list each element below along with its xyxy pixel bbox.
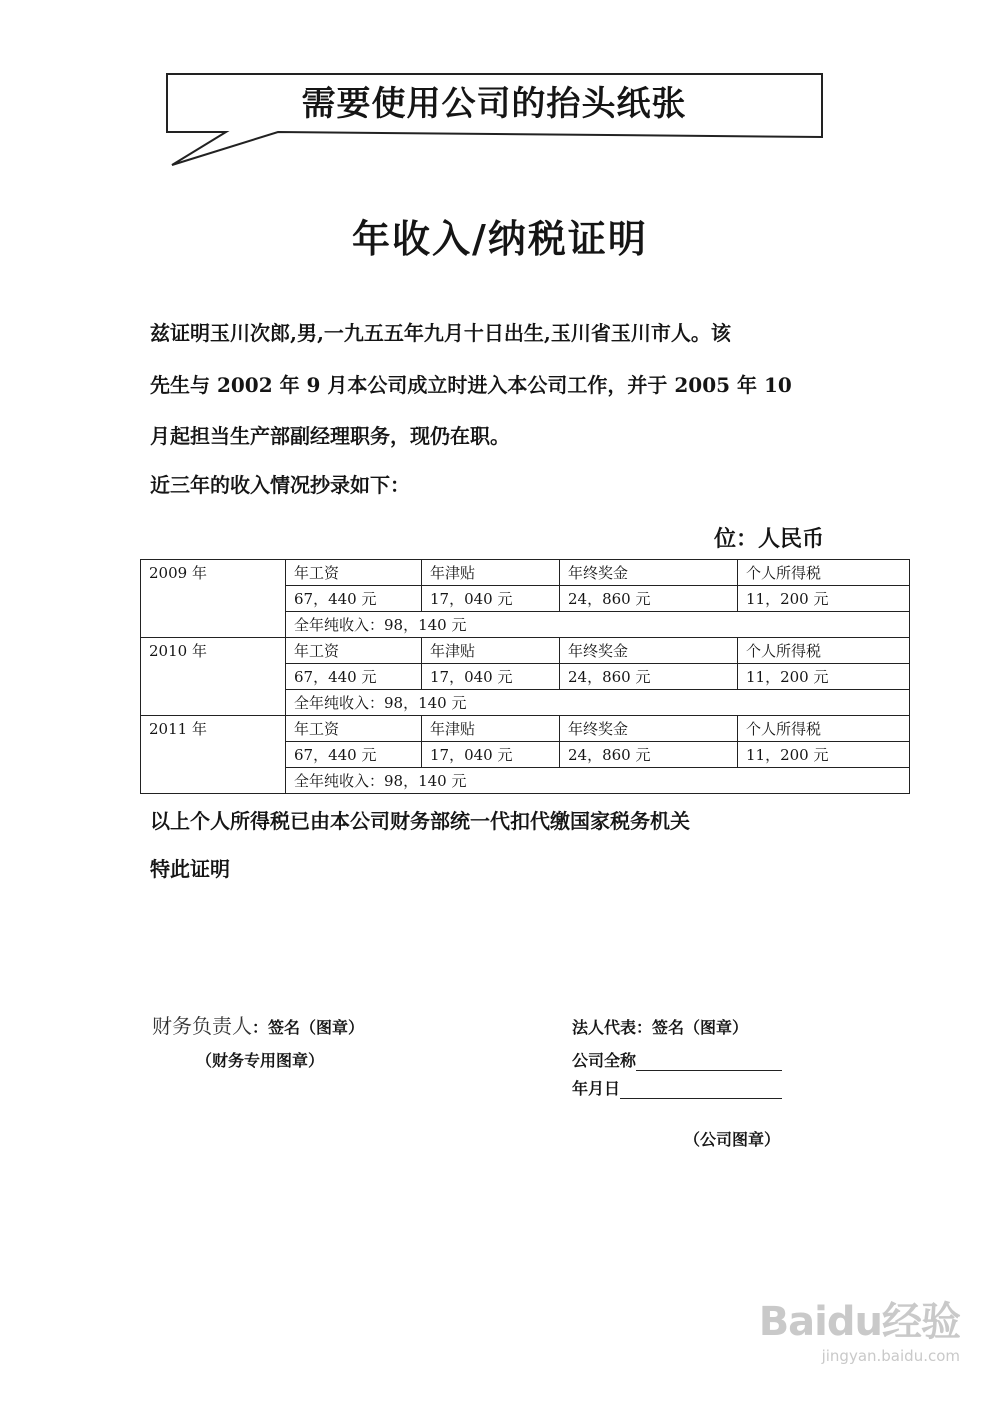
header-allowance: 年津贴: [422, 638, 560, 664]
header-bonus: 年终奖金: [560, 560, 738, 586]
watermark-logo: Baidu经验: [758, 1299, 960, 1345]
header-salary: 年工资: [286, 716, 422, 742]
watermark: [759, 1290, 960, 1365]
finance-signature: [152, 1010, 364, 1039]
watermark-url: jingyan.baidu.com: [821, 1347, 960, 1365]
company-name-label: 公司全称: [572, 1051, 637, 1070]
certify-text: 特此证明: [150, 857, 230, 881]
intro-line-3: 月起担当生产部副经理职务，现仍在职。: [150, 424, 510, 448]
value-salary: 67，440 元: [286, 742, 422, 768]
finance-sign-label: ：签名（图章）: [252, 1018, 365, 1037]
tax-statement: 以上个人所得税已由本公司财务部统一代扣代缴国家税务机关: [150, 809, 690, 833]
header-tax: 个人所得税: [738, 638, 910, 664]
value-tax: 11，200 元: [738, 586, 910, 612]
table-row: [141, 560, 910, 586]
header-bonus: 年终奖金: [560, 716, 738, 742]
year-cell: 2010 年: [141, 638, 286, 716]
value-bonus: 24，860 元: [560, 664, 738, 690]
header-tax: 个人所得税: [738, 560, 910, 586]
value-tax: 11，200 元: [738, 742, 910, 768]
document-title: 年收入/纳税证明: [352, 217, 648, 261]
value-tax: 11，200 元: [738, 664, 910, 690]
finance-head-label: 财务负责人: [152, 1014, 252, 1038]
net-income: 全年纯收入：98，140 元: [286, 690, 910, 716]
company-name-blank: [636, 1053, 782, 1071]
value-salary: 67，440 元: [286, 664, 422, 690]
header-allowance: 年津贴: [422, 716, 560, 742]
date-label: 年月日: [572, 1079, 621, 1098]
year-cell: 2011 年: [141, 716, 286, 794]
intro-line-2: 先生与 2002 年 9 月本公司成立时进入本公司工作，并于 2005 年 10: [150, 373, 792, 397]
income-table: [140, 559, 910, 794]
finance-seal-label: （财务专用图章）: [196, 1051, 325, 1070]
company-seal-label: （公司图章）: [684, 1130, 781, 1149]
net-income: 全年纯收入：98，140 元: [286, 768, 910, 794]
currency-label: 位：人民币: [713, 526, 824, 552]
header-allowance: 年津贴: [422, 560, 560, 586]
legal-rep-label: 法人代表：签名（图章）: [572, 1018, 749, 1037]
header-bonus: 年终奖金: [560, 638, 738, 664]
table-row: [141, 716, 910, 742]
value-allowance: 17，040 元: [422, 586, 560, 612]
income-intro: 近三年的收入情况抄录如下：: [150, 473, 410, 497]
value-bonus: 24，860 元: [560, 742, 738, 768]
header-tax: 个人所得税: [738, 716, 910, 742]
year-cell: 2009 年: [141, 560, 286, 638]
net-income: 全年纯收入：98，140 元: [286, 612, 910, 638]
date-field: [572, 1076, 782, 1099]
value-salary: 67，440 元: [286, 586, 422, 612]
date-blank: [620, 1081, 782, 1099]
header-salary: 年工资: [286, 560, 422, 586]
value-bonus: 24，860 元: [560, 586, 738, 612]
company-name-field: [572, 1048, 782, 1071]
table-row: [141, 638, 910, 664]
callout-text: 需要使用公司的抬头纸张: [301, 84, 687, 124]
intro-line-1: 兹证明玉川次郎,男,一九五五年九月十日出生,玉川省玉川市人。该: [150, 321, 731, 345]
header-salary: 年工资: [286, 638, 422, 664]
value-allowance: 17，040 元: [422, 742, 560, 768]
value-allowance: 17，040 元: [422, 664, 560, 690]
